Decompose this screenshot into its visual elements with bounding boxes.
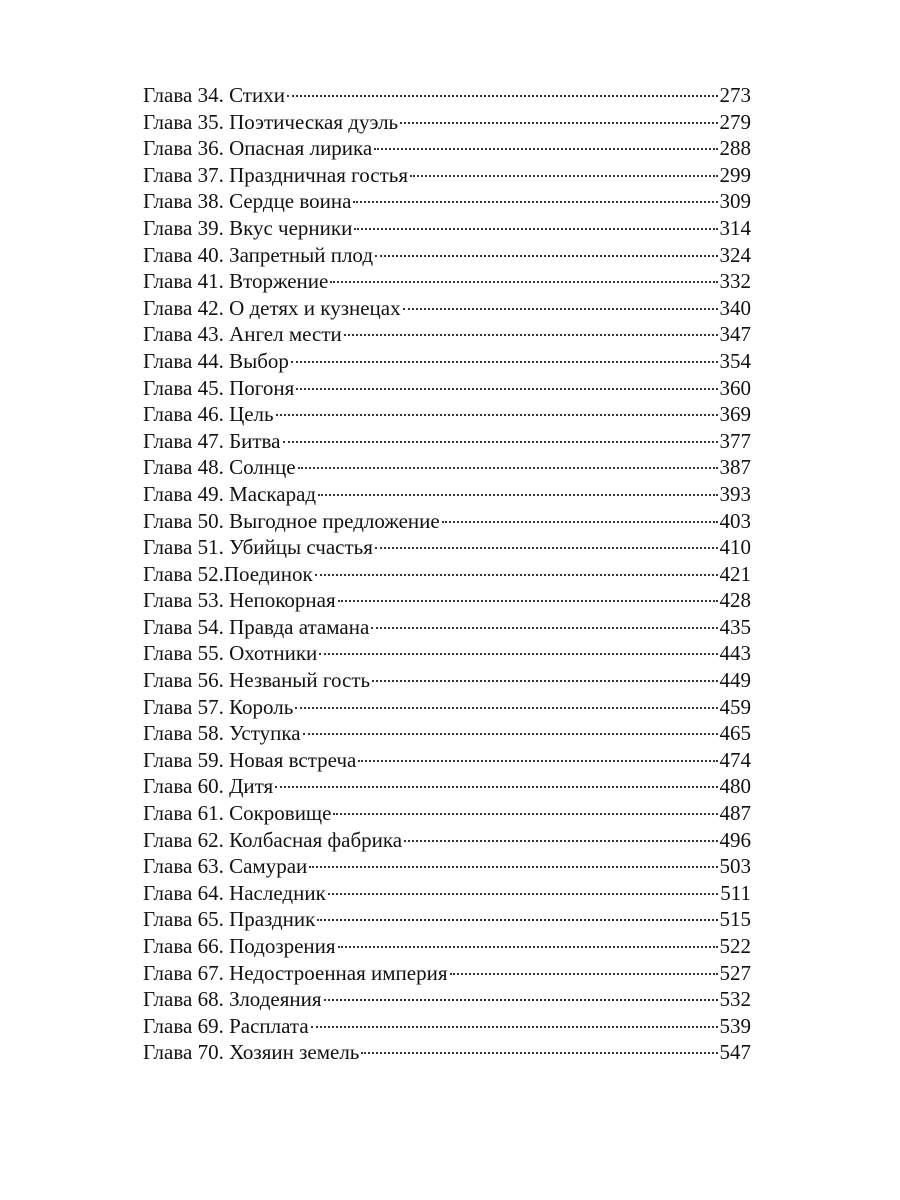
toc-entry-title: Глава 50. Выгодное предложение (143, 508, 440, 533)
toc-entry (143, 268, 751, 295)
dot-leader (410, 175, 717, 177)
toc-entry (143, 747, 751, 774)
toc-entry-title: Глава 63. Самураи (143, 854, 308, 879)
dot-leader (354, 228, 717, 230)
toc-entry-page-number: 522 (719, 934, 751, 958)
toc-entry-title: Глава 39. Вкус черники (143, 215, 353, 240)
toc-entry-page-number: 547 (719, 1040, 751, 1065)
toc-entry-page-number: 503 (719, 854, 751, 879)
toc-entry-title: Глава 47. Битва (143, 428, 281, 453)
dot-leader (319, 653, 717, 655)
toc-entry (143, 215, 751, 242)
toc-entry (143, 481, 751, 508)
toc-entry (143, 960, 751, 987)
toc-entry (143, 109, 751, 136)
toc-entry (143, 773, 751, 800)
table-of-contents (143, 82, 751, 1066)
toc-entry (143, 880, 751, 907)
dot-leader (315, 574, 718, 576)
toc-entry-page-number: 332 (719, 269, 751, 294)
dot-leader (344, 334, 718, 336)
dot-leader (374, 148, 717, 150)
toc-entry-title: Глава 51. Убийцы счастья (143, 535, 373, 560)
dot-leader (330, 281, 717, 283)
toc-entry (143, 1039, 751, 1066)
toc-entry-title: Глава 52.Поединок (143, 561, 313, 586)
toc-entry-page-number: 465 (719, 721, 751, 746)
toc-entry-title: Глава 56. Незваный гость (143, 668, 371, 693)
toc-entry (143, 667, 751, 694)
toc-entry (143, 428, 751, 455)
dot-leader (298, 467, 718, 469)
toc-entry-title: Глава 36. Опасная лирика (143, 136, 373, 161)
toc-entry-title: Глава 67. Недостроенная империя (143, 960, 448, 985)
toc-entry-page-number: 449 (719, 668, 751, 693)
toc-entry-page-number: 428 (719, 588, 751, 613)
toc-entry (143, 933, 751, 960)
dot-leader (318, 494, 717, 496)
toc-entry-title: Глава 41. Вторжение (143, 269, 329, 294)
dot-leader (287, 95, 718, 97)
dot-leader (317, 919, 717, 921)
toc-entry (143, 800, 751, 827)
toc-entry (143, 454, 751, 481)
toc-entry (143, 694, 751, 721)
toc-entry-page-number: 435 (719, 614, 751, 639)
toc-entry-page-number: 421 (719, 561, 751, 586)
toc-entry (143, 561, 751, 588)
toc-entry-title: Глава 61. Сокровище (143, 801, 332, 826)
dot-leader (338, 600, 718, 602)
toc-entry-title: Глава 44. Выбор (143, 348, 289, 373)
toc-entry-page-number: 360 (719, 375, 751, 400)
toc-entry (143, 188, 751, 215)
toc-entry-page-number: 474 (719, 747, 751, 772)
toc-entry-page-number: 377 (719, 428, 751, 453)
toc-entry-page-number: 403 (719, 508, 751, 533)
toc-entry (143, 720, 751, 747)
toc-entry-title: Глава 40. Запретный плод (143, 242, 374, 267)
dot-leader (295, 707, 717, 709)
toc-entry-title: Глава 57. Король (143, 694, 294, 719)
dot-leader (328, 893, 719, 895)
dot-leader (353, 201, 717, 203)
dot-leader (450, 973, 718, 975)
toc-entry-page-number: 340 (719, 295, 751, 320)
dot-leader (400, 122, 717, 124)
toc-entry-page-number: 273 (719, 83, 751, 107)
toc-entry-page-number: 487 (719, 801, 751, 826)
toc-entry-title: Глава 54. Правда атамана (143, 614, 370, 639)
toc-entry-page-number: 496 (719, 827, 751, 852)
toc-entry-title: Глава 35. Поэтическая дуэль (143, 109, 399, 134)
dot-leader (358, 760, 717, 762)
toc-entry (143, 82, 751, 109)
toc-entry (143, 242, 751, 269)
toc-entry-title: Глава 43. Ангел мести (143, 322, 342, 347)
toc-entry (143, 1013, 751, 1040)
toc-entry-title: Глава 49. Маскарад (143, 481, 317, 506)
toc-entry-page-number: 324 (719, 242, 751, 267)
toc-entry-title: Глава 42. О детях и кузнецах (143, 295, 401, 320)
dot-leader (311, 1026, 718, 1028)
toc-entry-page-number: 459 (719, 694, 751, 719)
toc-entry-title: Глава 55. Охотники (143, 641, 318, 666)
toc-entry-page-number: 299 (719, 162, 751, 187)
toc-entry-title: Глава 53. Непокорная (143, 588, 336, 613)
toc-entry (143, 508, 751, 535)
toc-entry-title: Глава 45. Погоня (143, 375, 295, 400)
toc-entry-title: Глава 38. Сердце воина (143, 189, 352, 214)
dot-leader (375, 547, 718, 549)
toc-entry-page-number: 511 (720, 880, 751, 905)
toc-entry-page-number: 369 (719, 402, 751, 427)
toc-entry-page-number: 480 (719, 774, 751, 799)
toc-entry-title: Глава 46. Цель (143, 402, 274, 427)
dot-leader (276, 414, 718, 416)
toc-entry-title: Глава 70. Хозяин земель (143, 1040, 360, 1065)
dot-leader (403, 308, 718, 310)
toc-entry-page-number: 314 (719, 215, 751, 240)
toc-entry (143, 401, 751, 428)
dot-leader (361, 1052, 717, 1054)
toc-entry-title: Глава 66. Подозрения (143, 934, 336, 958)
toc-entry-page-number: 532 (719, 987, 751, 1012)
dot-leader (309, 866, 717, 868)
toc-entry (143, 348, 751, 375)
toc-entry-page-number: 279 (719, 109, 751, 134)
toc-entry-page-number: 539 (719, 1013, 751, 1038)
toc-entry-page-number: 410 (719, 535, 751, 560)
toc-entry (143, 135, 751, 162)
toc-entry (143, 906, 751, 933)
dot-leader (283, 441, 718, 443)
toc-entry (143, 614, 751, 641)
toc-entry-title: Глава 58. Уступка (143, 721, 301, 746)
toc-entry (143, 640, 751, 667)
toc-entry-title: Глава 65. Праздник (143, 907, 316, 932)
toc-entry-title: Глава 37. Праздничная гостья (143, 162, 409, 187)
dot-leader (375, 255, 717, 257)
toc-entry (143, 853, 751, 880)
toc-entry (143, 162, 751, 189)
toc-entry-page-number: 347 (719, 322, 751, 347)
dot-leader (404, 840, 717, 842)
toc-entry-title: Глава 62. Колбасная фабрика (143, 827, 403, 852)
dot-leader (275, 786, 717, 788)
toc-entry-page-number: 309 (719, 189, 751, 214)
dot-leader (303, 733, 718, 735)
toc-entry (143, 295, 751, 322)
toc-entry-page-number: 354 (719, 348, 751, 373)
toc-entry-page-number: 443 (719, 641, 751, 666)
toc-entry-title: Глава 68. Злодеяния (143, 987, 322, 1012)
toc-entry-title: Глава 60. Дитя (143, 774, 274, 799)
toc-entry (143, 827, 751, 854)
dot-leader (442, 521, 718, 523)
dot-leader (324, 999, 718, 1001)
toc-entry-page-number: 527 (719, 960, 751, 985)
toc-entry (143, 534, 751, 561)
toc-entry-title: Глава 34. Стихи (143, 83, 285, 107)
dot-leader (371, 627, 717, 629)
toc-entry (143, 986, 751, 1013)
toc-entry-page-number: 393 (719, 481, 751, 506)
toc-entry-page-number: 387 (719, 455, 751, 480)
dot-leader (372, 680, 717, 682)
toc-entry-title: Глава 64. Наследник (143, 880, 326, 905)
toc-entry (143, 321, 751, 348)
dot-leader (291, 361, 718, 363)
toc-entry-page-number: 515 (719, 907, 751, 932)
toc-entry (143, 587, 751, 614)
toc-entry-title: Глава 48. Солнце (143, 455, 296, 480)
dot-leader (296, 388, 717, 390)
dot-leader (338, 946, 718, 948)
toc-entry (143, 375, 751, 402)
toc-entry-title: Глава 69. Расплата (143, 1013, 309, 1038)
dot-leader (333, 813, 717, 815)
toc-entry-title: Глава 59. Новая встреча (143, 747, 357, 772)
toc-entry-page-number: 288 (719, 136, 751, 161)
